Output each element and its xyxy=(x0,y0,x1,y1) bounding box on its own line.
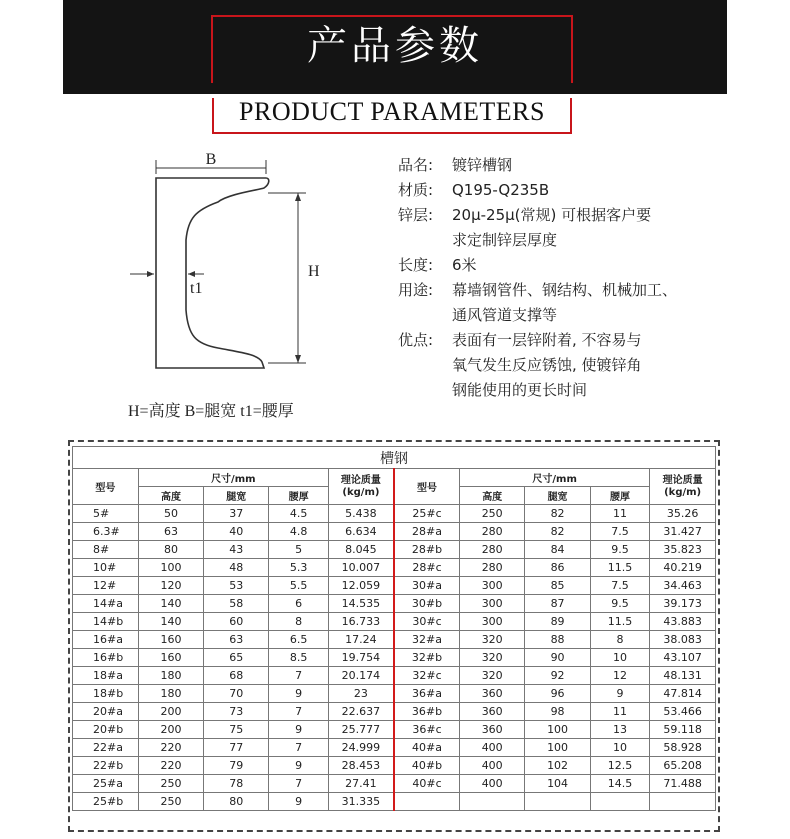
cell-weight: 34.463 xyxy=(650,577,716,595)
cell-leg: 90 xyxy=(525,649,590,667)
cell-weight: 40.219 xyxy=(650,559,716,577)
cell-model: 20#b xyxy=(73,721,139,739)
cell-weight: 58.928 xyxy=(650,739,716,757)
cell-height: 360 xyxy=(460,721,525,739)
cell-model: 30#b xyxy=(394,595,460,613)
cell-leg: 89 xyxy=(525,613,590,631)
header-model: 型号 xyxy=(73,469,139,505)
cell-height: 200 xyxy=(138,721,203,739)
spec-row xyxy=(398,278,738,303)
cell-weight: 28.453 xyxy=(328,757,394,775)
cell-height: 300 xyxy=(460,577,525,595)
cell-waist: 7 xyxy=(269,703,328,721)
table-row xyxy=(73,649,716,667)
cell-waist: 10 xyxy=(590,739,650,757)
cell-waist: 6 xyxy=(269,595,328,613)
table-row xyxy=(73,793,716,811)
cell-waist: 8.5 xyxy=(269,649,328,667)
table-row xyxy=(73,775,716,793)
cell-waist: 9.5 xyxy=(590,541,650,559)
diagram-caption: H=高度 B=腿宽 t1=腰厚 xyxy=(128,403,294,420)
cell-model: 40#c xyxy=(394,775,460,793)
cell-waist: 10 xyxy=(590,649,650,667)
header-weight: 理论质量 (kg/m) xyxy=(650,469,716,505)
cell-height: 140 xyxy=(138,595,203,613)
cell-height: 250 xyxy=(138,775,203,793)
cell-waist: 11.5 xyxy=(590,559,650,577)
header-leg: 腿宽 xyxy=(204,487,269,505)
cell-model: 28#c xyxy=(394,559,460,577)
cell-leg: 88 xyxy=(525,631,590,649)
cell-height: 160 xyxy=(138,631,203,649)
banner-subtitle: PRODUCT PARAMETERS xyxy=(239,97,545,126)
spec-row xyxy=(398,353,738,378)
cell-height: 320 xyxy=(460,631,525,649)
cell-height: 400 xyxy=(460,739,525,757)
cell-waist: 7 xyxy=(269,739,328,757)
spec-label xyxy=(398,353,452,378)
header-height: 高度 xyxy=(460,487,525,505)
cell-height: 140 xyxy=(138,613,203,631)
table-row xyxy=(73,559,716,577)
cell-weight: 65.208 xyxy=(650,757,716,775)
table-row xyxy=(73,667,716,685)
spec-label: 优点: xyxy=(398,331,434,349)
cell-model: 28#a xyxy=(394,523,460,541)
cell-waist: 11.5 xyxy=(590,613,650,631)
cell-leg: 104 xyxy=(525,775,590,793)
cell-weight: 6.634 xyxy=(328,523,394,541)
cell-model: 8# xyxy=(73,541,139,559)
cell-weight xyxy=(650,793,716,811)
cell-leg: 92 xyxy=(525,667,590,685)
header-size: 尺寸/mm xyxy=(460,469,650,487)
spec-value: 6米 xyxy=(452,256,477,274)
cell-model: 32#b xyxy=(394,649,460,667)
spec-label xyxy=(398,228,452,253)
cell-leg: 80 xyxy=(204,793,269,811)
cell-height: 180 xyxy=(138,667,203,685)
cell-waist: 7.5 xyxy=(590,577,650,595)
cell-waist: 9 xyxy=(269,721,328,739)
cell-height: 250 xyxy=(460,505,525,523)
cell-leg: 75 xyxy=(204,721,269,739)
cell-model: 12# xyxy=(73,577,139,595)
cell-weight: 38.083 xyxy=(650,631,716,649)
spec-value: 氧气发生反应锈蚀, 使镀锌角 xyxy=(452,356,642,374)
spec-label: 长度: xyxy=(398,256,434,274)
cell-waist: 6.5 xyxy=(269,631,328,649)
cell-height: 100 xyxy=(138,559,203,577)
cell-leg: 82 xyxy=(525,505,590,523)
cell-waist xyxy=(590,793,650,811)
cell-height: 280 xyxy=(460,559,525,577)
table-row xyxy=(73,757,716,775)
cell-waist: 4.8 xyxy=(269,523,328,541)
cell-model: 5# xyxy=(73,505,139,523)
spec-row xyxy=(398,228,738,253)
cell-leg: 43 xyxy=(204,541,269,559)
cell-model: 30#a xyxy=(394,577,460,595)
cell-model: 20#a xyxy=(73,703,139,721)
cell-waist: 5 xyxy=(269,541,328,559)
spec-label xyxy=(398,303,452,328)
cell-leg: 73 xyxy=(204,703,269,721)
table-row xyxy=(73,577,716,595)
cell-model xyxy=(394,793,460,811)
header-banner xyxy=(63,0,727,94)
spec-row xyxy=(398,328,738,353)
cell-model: 32#a xyxy=(394,631,460,649)
cell-weight: 43.107 xyxy=(650,649,716,667)
cell-height: 80 xyxy=(138,541,203,559)
cell-weight: 35.823 xyxy=(650,541,716,559)
cell-height: 220 xyxy=(138,757,203,775)
cell-waist: 9 xyxy=(590,685,650,703)
banner-title: 产品参数 xyxy=(307,23,483,69)
header-size: 尺寸/mm xyxy=(138,469,328,487)
spec-value: 通风管道支撑等 xyxy=(452,306,558,324)
cell-height: 180 xyxy=(138,685,203,703)
cell-waist: 7 xyxy=(269,775,328,793)
table-row xyxy=(73,631,716,649)
cell-waist: 8 xyxy=(590,631,650,649)
spec-row xyxy=(398,153,738,178)
cell-leg: 37 xyxy=(204,505,269,523)
cell-weight: 39.173 xyxy=(650,595,716,613)
spec-label: 锌层: xyxy=(398,206,434,224)
cell-leg: 48 xyxy=(204,559,269,577)
cell-leg: 100 xyxy=(525,721,590,739)
table-body xyxy=(73,505,716,811)
cell-weight: 59.118 xyxy=(650,721,716,739)
cell-model: 18#a xyxy=(73,667,139,685)
cell-waist: 8 xyxy=(269,613,328,631)
cell-weight: 25.777 xyxy=(328,721,394,739)
cell-model: 6.3# xyxy=(73,523,139,541)
cell-leg: 96 xyxy=(525,685,590,703)
cell-leg: 77 xyxy=(204,739,269,757)
cell-model: 14#a xyxy=(73,595,139,613)
cell-weight: 22.637 xyxy=(328,703,394,721)
table-row xyxy=(73,721,716,739)
table-row xyxy=(73,595,716,613)
spec-label: 用途: xyxy=(398,281,434,299)
cell-height: 360 xyxy=(460,685,525,703)
spec-table xyxy=(72,446,716,811)
cell-height: 360 xyxy=(460,703,525,721)
cell-height: 400 xyxy=(460,775,525,793)
cell-waist: 5.5 xyxy=(269,577,328,595)
cell-weight: 5.438 xyxy=(328,505,394,523)
cell-leg: 65 xyxy=(204,649,269,667)
cell-weight: 23 xyxy=(328,685,394,703)
cell-leg: 53 xyxy=(204,577,269,595)
header-weight: 理论质量 (kg/m) xyxy=(328,469,394,505)
cell-waist: 12 xyxy=(590,667,650,685)
header-waist: 腰厚 xyxy=(269,487,328,505)
cell-leg: 100 xyxy=(525,739,590,757)
spec-label: 材质: xyxy=(398,181,434,199)
cell-waist: 4.5 xyxy=(269,505,328,523)
cell-leg: 86 xyxy=(525,559,590,577)
cell-height xyxy=(460,793,525,811)
cell-leg: 40 xyxy=(204,523,269,541)
spec-table-frame xyxy=(68,440,720,832)
spec-value: 求定制锌层厚度 xyxy=(452,231,558,249)
spec-value: 钢能使用的更长时间 xyxy=(452,381,588,399)
spec-row xyxy=(398,178,738,203)
cell-leg: 82 xyxy=(525,523,590,541)
cell-weight: 43.883 xyxy=(650,613,716,631)
header-waist: 腰厚 xyxy=(590,487,650,505)
cell-model: 16#b xyxy=(73,649,139,667)
cell-model: 10# xyxy=(73,559,139,577)
cell-height: 220 xyxy=(138,739,203,757)
cell-weight: 35.26 xyxy=(650,505,716,523)
cell-weight: 19.754 xyxy=(328,649,394,667)
spec-list xyxy=(398,153,738,403)
cell-height: 280 xyxy=(460,523,525,541)
cell-height: 50 xyxy=(138,505,203,523)
cell-leg xyxy=(525,793,590,811)
cell-model: 32#c xyxy=(394,667,460,685)
table-row xyxy=(73,523,716,541)
cell-waist: 7.5 xyxy=(590,523,650,541)
cell-model: 18#b xyxy=(73,685,139,703)
cell-weight: 48.131 xyxy=(650,667,716,685)
table-row xyxy=(73,703,716,721)
cell-weight: 53.466 xyxy=(650,703,716,721)
cell-waist: 5.3 xyxy=(269,559,328,577)
cell-height: 280 xyxy=(460,541,525,559)
spec-value: 20μ-25μ(常规) 可根据客户要 xyxy=(452,206,652,224)
cell-waist: 11 xyxy=(590,703,650,721)
header-model: 型号 xyxy=(394,469,460,505)
spec-value: 镀锌槽钢 xyxy=(452,156,513,174)
cell-height: 160 xyxy=(138,649,203,667)
cell-waist: 11 xyxy=(590,505,650,523)
cell-model: 16#a xyxy=(73,631,139,649)
dim-h-label: H xyxy=(308,263,320,280)
cell-model: 40#b xyxy=(394,757,460,775)
cell-height: 400 xyxy=(460,757,525,775)
spec-row xyxy=(398,303,738,328)
cell-weight: 31.427 xyxy=(650,523,716,541)
cell-waist: 7 xyxy=(269,667,328,685)
spec-row xyxy=(398,253,738,278)
cell-model: 14#b xyxy=(73,613,139,631)
cell-waist: 14.5 xyxy=(590,775,650,793)
table-row xyxy=(73,685,716,703)
table-row xyxy=(73,541,716,559)
cell-model: 25#a xyxy=(73,775,139,793)
cell-height: 300 xyxy=(460,595,525,613)
cell-leg: 79 xyxy=(204,757,269,775)
cell-weight: 17.24 xyxy=(328,631,394,649)
header-leg: 腿宽 xyxy=(525,487,590,505)
cell-weight: 27.41 xyxy=(328,775,394,793)
cell-leg: 98 xyxy=(525,703,590,721)
cell-model: 28#b xyxy=(394,541,460,559)
cell-model: 40#a xyxy=(394,739,460,757)
spec-label xyxy=(398,378,452,403)
cell-waist: 9 xyxy=(269,757,328,775)
dim-t1-label: t1 xyxy=(190,280,203,297)
table-row xyxy=(73,739,716,757)
spec-label: 品名: xyxy=(398,156,434,174)
cell-weight: 14.535 xyxy=(328,595,394,613)
cell-height: 120 xyxy=(138,577,203,595)
cell-weight: 71.488 xyxy=(650,775,716,793)
cell-waist: 9 xyxy=(269,793,328,811)
cell-weight: 20.174 xyxy=(328,667,394,685)
header-height: 高度 xyxy=(138,487,203,505)
cell-weight: 12.059 xyxy=(328,577,394,595)
cell-leg: 68 xyxy=(204,667,269,685)
cell-waist: 12.5 xyxy=(590,757,650,775)
spec-value: 幕墙钢管件、钢结构、机械加工、 xyxy=(452,281,678,299)
spec-row xyxy=(398,203,738,228)
cell-leg: 87 xyxy=(525,595,590,613)
cell-model: 30#c xyxy=(394,613,460,631)
cell-model: 25#b xyxy=(73,793,139,811)
cell-leg: 84 xyxy=(525,541,590,559)
cell-height: 200 xyxy=(138,703,203,721)
cell-leg: 58 xyxy=(204,595,269,613)
cell-model: 36#c xyxy=(394,721,460,739)
cell-height: 63 xyxy=(138,523,203,541)
dim-b-label: B xyxy=(205,151,217,168)
cell-height: 300 xyxy=(460,613,525,631)
table-row xyxy=(73,613,716,631)
cell-leg: 102 xyxy=(525,757,590,775)
table-row xyxy=(73,505,716,523)
channel-steel-diagram xyxy=(108,150,338,380)
cell-leg: 85 xyxy=(525,577,590,595)
cell-model: 22#b xyxy=(73,757,139,775)
cell-model: 22#a xyxy=(73,739,139,757)
cell-weight: 31.335 xyxy=(328,793,394,811)
cell-waist: 9.5 xyxy=(590,595,650,613)
cell-leg: 63 xyxy=(204,631,269,649)
cell-height: 320 xyxy=(460,667,525,685)
cell-weight: 24.999 xyxy=(328,739,394,757)
cell-waist: 13 xyxy=(590,721,650,739)
cell-leg: 60 xyxy=(204,613,269,631)
cell-leg: 78 xyxy=(204,775,269,793)
cell-model: 25#c xyxy=(394,505,460,523)
spec-value: 表面有一层锌附着, 不容易与 xyxy=(452,331,642,349)
spec-value: Q195-Q235B xyxy=(452,181,550,199)
cell-weight: 16.733 xyxy=(328,613,394,631)
cell-model: 36#b xyxy=(394,703,460,721)
cell-height: 320 xyxy=(460,649,525,667)
table-title: 槽钢 xyxy=(73,447,716,469)
cell-model: 36#a xyxy=(394,685,460,703)
cell-weight: 8.045 xyxy=(328,541,394,559)
cell-weight: 10.007 xyxy=(328,559,394,577)
spec-row xyxy=(398,378,738,403)
cell-waist: 9 xyxy=(269,685,328,703)
cell-leg: 70 xyxy=(204,685,269,703)
cell-height: 250 xyxy=(138,793,203,811)
cell-weight: 47.814 xyxy=(650,685,716,703)
